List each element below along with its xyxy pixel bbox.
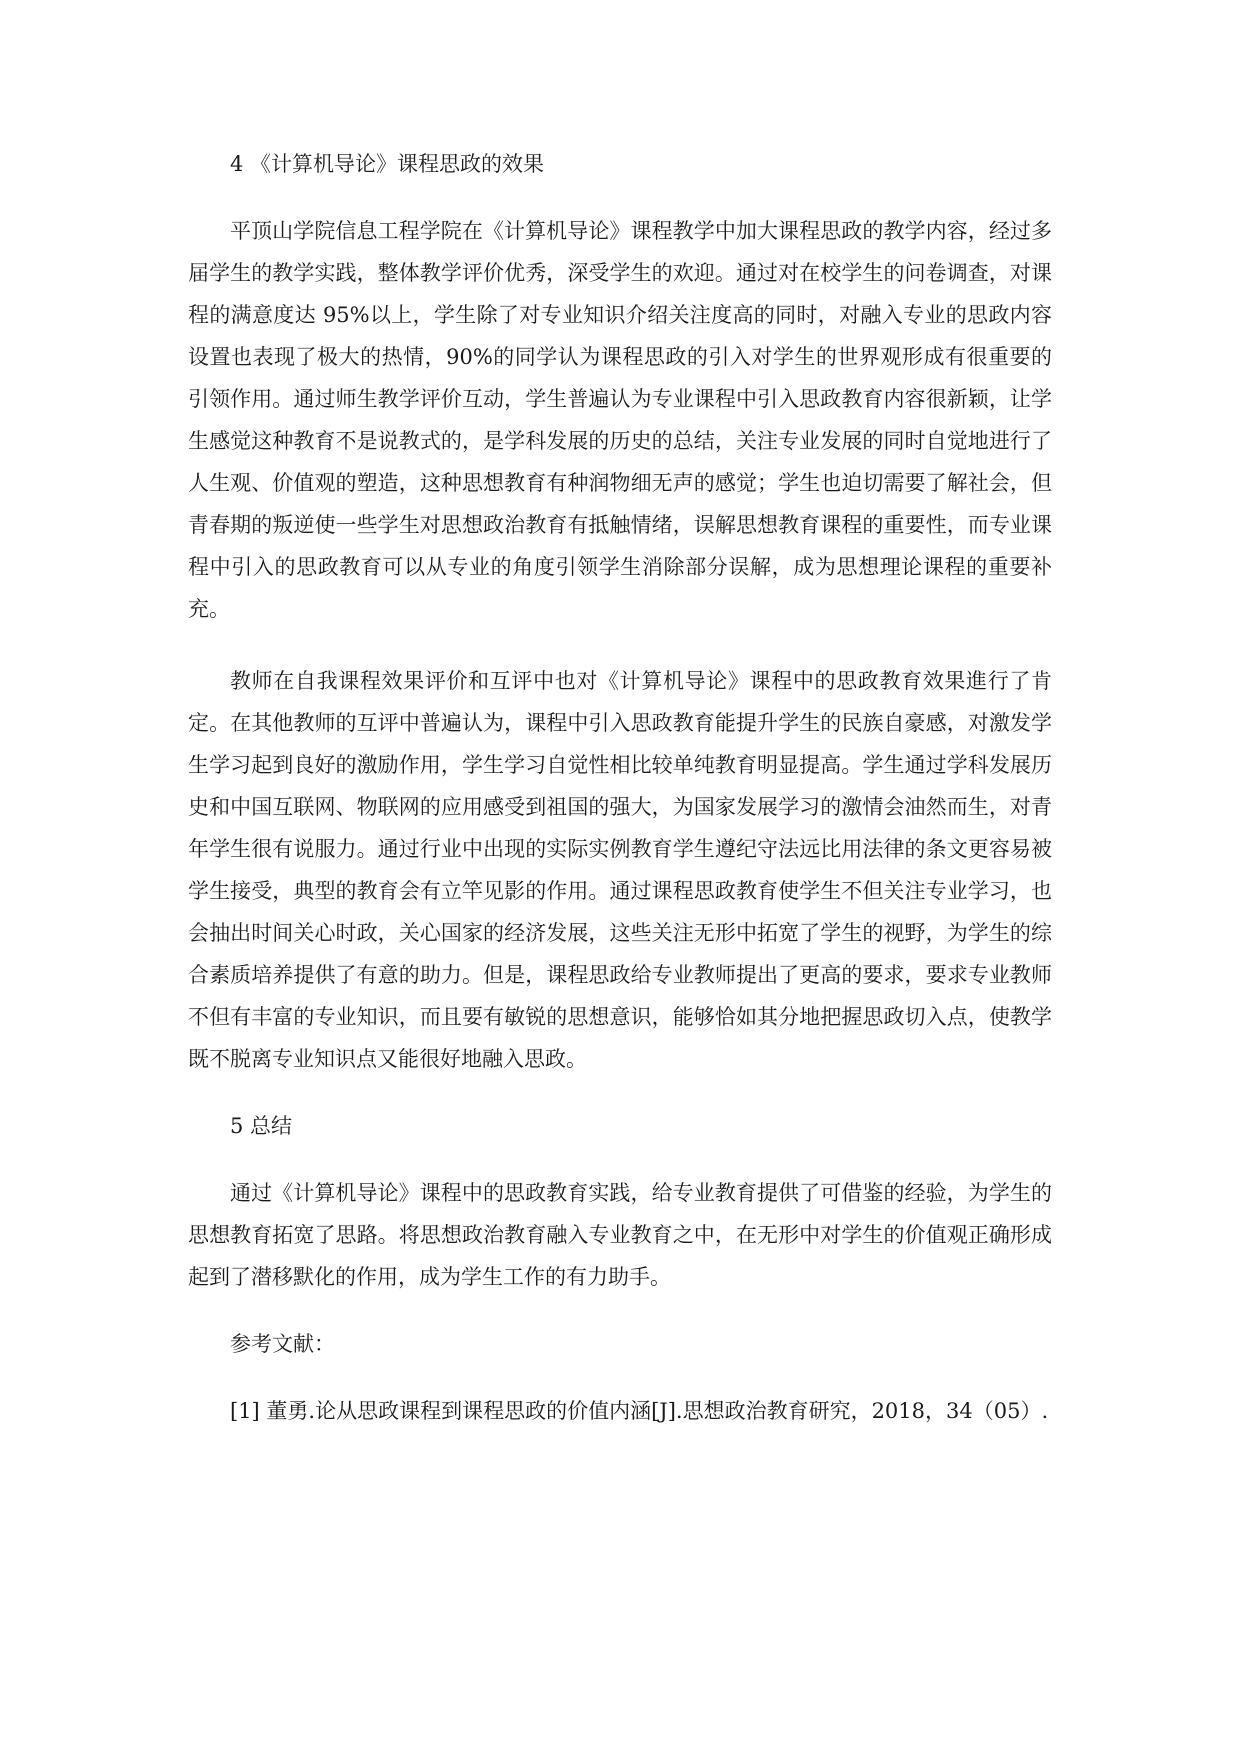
reference-item-1: [1] 董勇.论从思政课程到课程思政的价值内涵[J].思想政治教育研究，2018，34（05）.: [230, 1399, 1049, 1423]
section-4-paragraph-2: 教师在自我课程效果评价和互评中也对《计算机导论》课程中的思政教育效果進行了肯定。在其他教师的互评中普遍认为，课程中引入思政教育能提升学生的民族自豪感，对激发学生学习起到良好的激励作用，学生学习自觉性相比较单纯教育明显提高。学生通过学科发展历史和中国互联网、物联网的应用感受到祖国的强大，为国家发展学习的激情会油然而生，对青年学生很有说服力。通过行业中出现的实际实例教育学生遵纪守法远比用法律的条文更容易被学生接受，典型的教育会有立竿见影的作用。通过课程思政教育使学生不但关注专业学习，也会抽出时间关心时政，关心国家的经济发展，这些关注无形中拓宽了学生的视野，为学生的综合素质培养提供了有意的助力。但是，课程思政给专业教师提出了更高的要求，要求专业教师不但有丰富的专业知识，而且要有敏锐的思想意识，能够恰如其分地把握思政切入点，使教学既不脱离专业知识点又能很好地融入思政。: [188, 669, 1052, 1071]
section-4-paragraph-1: 平顶山学院信息工程学院在《计算机导论》课程教学中加大课程思政的教学内容，经过多届学生的教学实践，整体教学评价优秀，深受学生的欢迎。通过对在校学生的问卷调查，对课程的满意度达 95%以上，学生除了对专业知识介绍关注度高的同时，对融入专业的思政内容设置也表现了极大的热情，90%的同学认为课程思政的引入对学生的世界观形成有很重要的引领作用。通过师生教学评价互动，学生普遍认为专业课程中引入思政教育内容很新颖，让学生感觉这种教育不是说教式的，是学科发展的历史的总结，关注专业发展的同时自觉地进行了人生观、价值观的塑造，这种思想教育有种润物细无声的感觉；学生也迫切需要了解社会，但青春期的叛逆使一些学生对思想政治教育有抵触情绪，误解思想教育课程的重要性，而专业课程中引入的思政教育可以从专业的角度引领学生消除部分误解，成为思想理论课程的重要补充。: [188, 219, 1052, 621]
section-5-heading: 5 总结: [230, 1114, 293, 1138]
references-heading: 参考文献：: [230, 1332, 335, 1356]
page-content: [188, 148, 1052, 1432]
section-5-paragraph-1: 通过《计算机导论》课程中的思政教育实践，给专业教育提供了可借鉴的经验，为学生的思想教育拓宽了思路。将思想政治教育融入专业教育之中，在无形中对学生的价值观正确形成起到了潜移默化的作用，成为学生工作的有力助手。: [188, 1181, 1052, 1289]
section-4-heading: 4 《计算机导论》课程思政的效果: [230, 152, 545, 176]
